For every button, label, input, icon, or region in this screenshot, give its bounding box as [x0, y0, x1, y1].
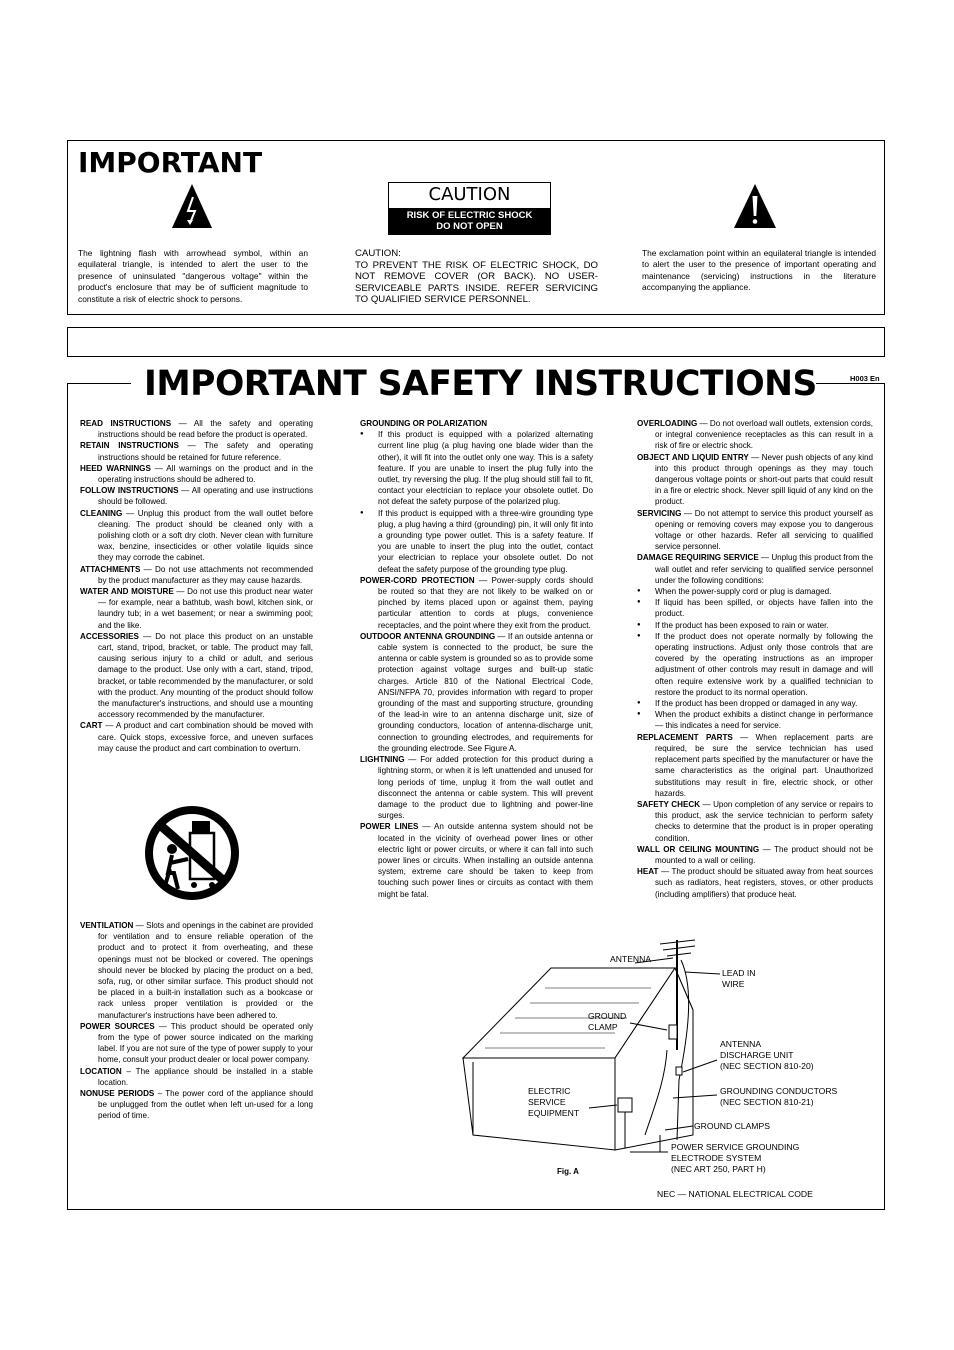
col1-item-heading: WATER AND MOISTURE — [80, 587, 174, 597]
col3b-item — [637, 732, 873, 799]
col3b-item-text: — The product should not be mounted to a wall or ceiling. — [655, 844, 873, 865]
col1-item-heading: ACCESSORIES — [80, 631, 139, 641]
caution-text-body: TO PREVENT THE RISK OF ELECTRIC SHOCK, DO NOT REMOVE COVER (OR BACK). NO USER-SERVICEABLE PARTS INSIDE. REFER SERVICING TO QUALIFIED SERVICE PERSONNEL. — [355, 259, 598, 306]
caution-heading: CAUTION — [428, 184, 511, 205]
grounding-heading: GROUNDING OR POLARIZATION — [360, 419, 488, 428]
column-2 — [360, 418, 593, 900]
col2-item — [360, 821, 593, 899]
col2-item-heading: OUTDOOR ANTENNA GROUNDING — [360, 631, 496, 641]
col1b-item-text: – The power cord of the appliance should be unplugged from the outlet when left un-used for a long period of time. — [98, 1089, 313, 1121]
col1-item — [80, 631, 313, 721]
service-condition-bullet: ● When the power-supply cord or plug is damaged. — [637, 586, 873, 597]
nec-note: NEC — NATIONAL ELECTRICAL CODE — [657, 1189, 813, 1199]
col1b-item-text: — Slots and openings in the cabinet are provided for ventilation and to ensure reliable operation of the product and to protect it from overheating, and these openings must not be blocked or covered. The openings should never be blocked by placing the product on a bed, sofa, rug, or other similar surface. This product should not be placed in a built-in installation such as a bookcase or rack unless proper ventilation is provided or the manufacturer's instructions have been adhered to. — [98, 921, 313, 1020]
col1-item-text: — A product and cart combination should be moved with care. Quick stops, excessive force, and uneven surfaces may cause the product and cart combination to overturn. — [98, 721, 313, 753]
col3a-item-text: — Unplug this product from the wall outlet and refer servicing to qualified service personnel under the following conditions: — [655, 553, 873, 585]
col3a-item — [637, 552, 873, 586]
col1-item-text: — All warnings on the product and in the operating instructions should be adhered to. — [98, 463, 313, 485]
caution-text-head: CAUTION: — [355, 248, 401, 259]
col3a-item-heading: DAMAGE REQUIRING SERVICE — [637, 553, 759, 563]
label-psg-3: (NEC ART 250, PART H) — [671, 1164, 766, 1174]
col3b-item — [637, 799, 873, 844]
col1-item-heading: READ INSTRUCTIONS — [80, 419, 172, 428]
col1b-item-heading: POWER SOURCES — [80, 1021, 155, 1031]
caution-band — [389, 208, 550, 234]
label-antenna: ANTENNA — [610, 954, 652, 964]
service-condition-bullet: ● If the product has been dropped or damaged in any way. — [637, 698, 873, 709]
antenna-grounding-diagram — [455, 930, 875, 1165]
col1-item-heading: RETAIN INSTRUCTIONS — [80, 441, 179, 451]
col1b-item-heading: NONUSE PERIODS — [80, 1089, 155, 1099]
label-discharge-3: (NEC SECTION 810-20) — [720, 1061, 814, 1071]
label-electric-3: EQUIPMENT — [528, 1108, 580, 1118]
col1b-item-heading: VENTILATION — [80, 921, 134, 930]
col2-item-heading: LIGHTNING — [360, 755, 405, 765]
important-title: IMPORTANT — [78, 146, 263, 179]
label-lead-in-1: LEAD IN — [722, 968, 756, 978]
label-electric-1: ELECTRIC — [528, 1086, 571, 1096]
label-lead-in-2: WIRE — [722, 979, 745, 989]
column-1-top — [80, 418, 313, 754]
lightning-explanation: The lightning flash with arrowhead symbol, within an equilateral triangle, is intended to alert the user to the presence of uninsulated "dangerous voltage" within the product's enclosure that may be of sufficient magnitude to constitute a risk of electric shock to persons. — [78, 248, 308, 304]
col3a-item-heading: OBJECT AND LIQUID ENTRY — [637, 452, 749, 462]
col1b-item — [80, 1088, 313, 1122]
figure-caption: Fig. A — [557, 1167, 579, 1176]
caution-text — [355, 248, 598, 306]
col3b-item-text: — The product should be situated away from heat sources such as radiators, heat registers, stoves, or other products (including amplifiers) that produce heat. — [655, 867, 873, 899]
label-discharge-1: ANTENNA — [720, 1039, 762, 1049]
col1-item-text: — Do not use attachments not recommended by the product manufacturer as they may cause hazards. — [98, 564, 313, 585]
column-1-bottom — [80, 920, 313, 1122]
col2-item-heading: POWER LINES — [360, 822, 419, 832]
col2-item-text: — Power-supply cords should be routed so that they are not likely to be walked on or pinched by items placed upon or against them, paying particular attention to cords at plugs, convenience receptacles, and the point where they exit from the product. — [378, 575, 593, 630]
col1-item-text: — All the safety and operating instructions should be read before the product is operated. — [98, 419, 313, 440]
col1-item-heading: CART — [80, 721, 103, 731]
frame-right — [884, 383, 885, 1210]
col1-item — [80, 463, 313, 485]
frame-top-right — [816, 383, 885, 384]
col1-item — [80, 564, 313, 586]
column-3-bullets — [637, 586, 873, 732]
col3a-item — [637, 508, 873, 553]
grounding-bullet-1: ● If this product is equipped with a polarized alternating current line plug (a plug having one blade wider than the other), it will fit into the outlet only one way. This is a safety feature. If you are unable to insert the plug fully into the outlet, try reversing the plug. If the plug should still fail to fit, contact your electrician to replace your obsolete outlet. Do not defeat the safety purpose of the polarized plug. — [360, 429, 593, 507]
col1-item — [80, 586, 313, 631]
label-discharge-2: DISCHARGE UNIT — [720, 1050, 794, 1060]
col1-item-text: — Unplug this product from the wall outlet before cleaning. The product should be cleaned only with a polishing cloth or a soft dry cloth. Never clean with furniture wax, benzine, insecticides or other volatile liquids since they may corrode the cabinet. — [98, 508, 313, 563]
label-ground-clamp-1: GROUND — [588, 1011, 627, 1021]
col1b-item-text: — This product should be operated only from the type of power source indicated on the marking label. If you are not sure of the type of power supply to your home, consult your product dealer or local power company. — [98, 1021, 313, 1065]
col2-item — [360, 631, 593, 754]
col3b-item-text: — Upon completion of any service or repairs to this product, ask the service technician to perform safety checks to determine that the product is in proper operating condition. — [655, 799, 874, 843]
service-condition-bullet: ● When the product exhibits a distinct change in performance — this indicates a need for service. — [637, 709, 873, 731]
service-condition-bullet: ● If the product has been exposed to rain or water. — [637, 620, 873, 631]
col3b-item — [637, 844, 873, 866]
col3b-item-text: — When replacement parts are required, be sure the service technician has used replacement parts specified by the manufacturer or have the same characteristics as the original part. Unauthorized substitutions may result in fire, electric shock, or other hazards. — [655, 732, 874, 798]
lightning-warning-icon — [171, 183, 213, 229]
col3a-item-heading: SERVICING — [637, 508, 682, 518]
col1-item-heading: FOLLOW INSTRUCTIONS — [80, 486, 179, 496]
col1b-item-heading: LOCATION — [80, 1066, 122, 1076]
col3b-item — [637, 866, 873, 900]
label-psg-1: POWER SERVICE GROUNDING — [671, 1142, 800, 1152]
exclamation-warning-icon — [733, 183, 777, 229]
label-ground-clamp-2: CLAMP — [588, 1022, 618, 1032]
col3a-item — [637, 418, 873, 452]
col1-item-text: — The safety and operating instructions should be retained for future reference. — [98, 441, 313, 462]
exclamation-explanation: The exclamation point within an equilateral triangle is intended to alert the user to the presence of important operating and maintenance (servicing) instructions in the literature accompanying the appliance. — [642, 248, 876, 293]
col1-item-heading: ATTACHMENTS — [80, 564, 141, 574]
service-condition-bullet: ● If the product does not operate normally by following the operating instructions. Adjust only those controls that are covered by the operating instructions as an improper adjustment of other controls may result in damage and will often require extensive work by a qualified technician to restore the product to its normal operation. — [637, 631, 873, 698]
col3a-item-text: — Do not attempt to service this product yourself as opening or removing covers may expose you to dangerous voltage or other hazards. Refer all servicing to qualified service personnel. — [655, 508, 873, 552]
col2-item-text: — For added protection for this product during a lightning storm, or when it is left unattended and unused for long periods of time, unplug it from the wall outlet and disconnect the antenna or cable system. This will prevent damage to the product due to lightning and power-line surges. — [378, 755, 593, 821]
col3a-item-text: — Do not overload wall outlets, extension cords, or integral convenience receptacles as this can result in a risk of fire or electric shock. — [655, 419, 873, 451]
label-conductors-2: (NEC SECTION 810-21) — [720, 1097, 814, 1107]
col1-item-text: — Do not use this product near water — for example, near a bathtub, wash bowl, kitchen sink, or laundry tub; in a wet basement; or near a swimming pool; and the like. — [98, 587, 313, 630]
col3b-item-heading: WALL OR CEILING MOUNTING — [637, 844, 760, 854]
col3a-item — [637, 452, 873, 508]
document-code: H003 En — [850, 374, 880, 383]
service-condition-bullet: ● If liquid has been spilled, or objects have fallen into the product. — [637, 597, 873, 619]
col1-item-text: — Do not place this product on an unstable cart, stand, tripod, bracket, or table. The product may fall, causing serious injury to a child or adult, and serious damage to the product. Use only with a cart, stand, tripod, bracket, or table recommended by the manufacturer, or sold with the product. Any mounting of the product should follow the manufacturer's instructions, and should use a mounting accessory recommended by the manufacturer. — [98, 631, 313, 720]
column-2-items — [360, 575, 593, 900]
col2-item-text: — An outside antenna system should not be located in the vicinity of overhead power lines or other electric light or power circuits, or where it can fall into such power lines or circuits. When installing an outside antenna system, extreme care should be taken to keep from touching such power lines or circuits as contact with them might be fatal. — [378, 822, 593, 899]
col1-item-heading: HEED WARNINGS — [80, 463, 151, 473]
col2-item-text: — If an outside antenna or cable system is connected to the product, be sure the antenna or cable system is grounded so as to provide some protection against voltage surges and built-up static charges. Article 810 of the National Electrical Code, ANSI/NFPA 70, provides information with regard to proper grounding of the mast and supporting structure, grounding of the lead-in wire to an antenna discharge unit, size of grounding conductors, location of antenna-discharge unit, connection to grounding electrodes, and requirements for the grounding electrode. See Figure A. — [378, 631, 593, 753]
cart-tip-over-icon — [142, 803, 242, 903]
frame-bottom — [67, 1209, 885, 1210]
label-electric-2: SERVICE — [528, 1097, 566, 1107]
grounding-bullet-2: ● If this product is equipped with a three-wire grounding type plug, a plug having a third (grounding) pin, it will only fit into a grounding type power outlet. This is a safety feature. If you are unable to insert the plug into the outlet, contact your electrician to replace your obsolete outlet. Do not defeat the safety purpose of the grounding type plug. — [360, 508, 593, 575]
col2-item-heading: POWER-CORD PROTECTION — [360, 575, 475, 585]
col3a-item-heading: OVERLOADING — [637, 419, 698, 428]
safety-title: IMPORTANT SAFETY INSTRUCTIONS — [144, 364, 817, 404]
col1b-item — [80, 1021, 313, 1066]
col1b-item — [80, 1066, 313, 1088]
label-psg-2: ELECTRODE SYSTEM — [671, 1153, 762, 1163]
column-3 — [637, 418, 873, 900]
col1b-item-text: – The appliance should be installed in a stable location. — [98, 1066, 313, 1087]
column-3-items-b — [637, 732, 873, 900]
col1-item — [80, 508, 313, 564]
col1-item — [80, 440, 313, 462]
col1-item — [80, 485, 313, 507]
col3b-item-heading: SAFETY CHECK — [637, 799, 701, 809]
col1b-item — [80, 920, 313, 1021]
label-ground-clamps: GROUND CLAMPS — [694, 1121, 770, 1131]
label-conductors-1: GROUNDING CONDUCTORS — [720, 1086, 838, 1096]
caution-band-line2: DO NOT OPEN — [436, 221, 503, 232]
col1-item-heading: CLEANING — [80, 508, 123, 518]
frame-left — [67, 383, 68, 1210]
blank-box — [67, 327, 885, 357]
col1-item — [80, 720, 313, 754]
column-3-items-a — [637, 418, 873, 586]
col3a-item-text: — Never push objects of any kind into this product through openings as they may touch dangerous voltage points or short-out parts that could result in a fire or electric shock. Never spill liquid of any kind on the product. — [655, 452, 873, 507]
col2-item — [360, 754, 593, 821]
col1-item-text: — All operating and use instructions should be followed. — [98, 486, 313, 507]
col3b-item-heading: REPLACEMENT PARTS — [637, 732, 733, 742]
caution-band-line1: RISK OF ELECTRIC SHOCK — [406, 210, 533, 221]
col3b-item-heading: HEAT — [637, 867, 659, 877]
frame-top-left — [67, 383, 131, 384]
col2-item — [360, 575, 593, 631]
col1-item — [80, 418, 313, 440]
